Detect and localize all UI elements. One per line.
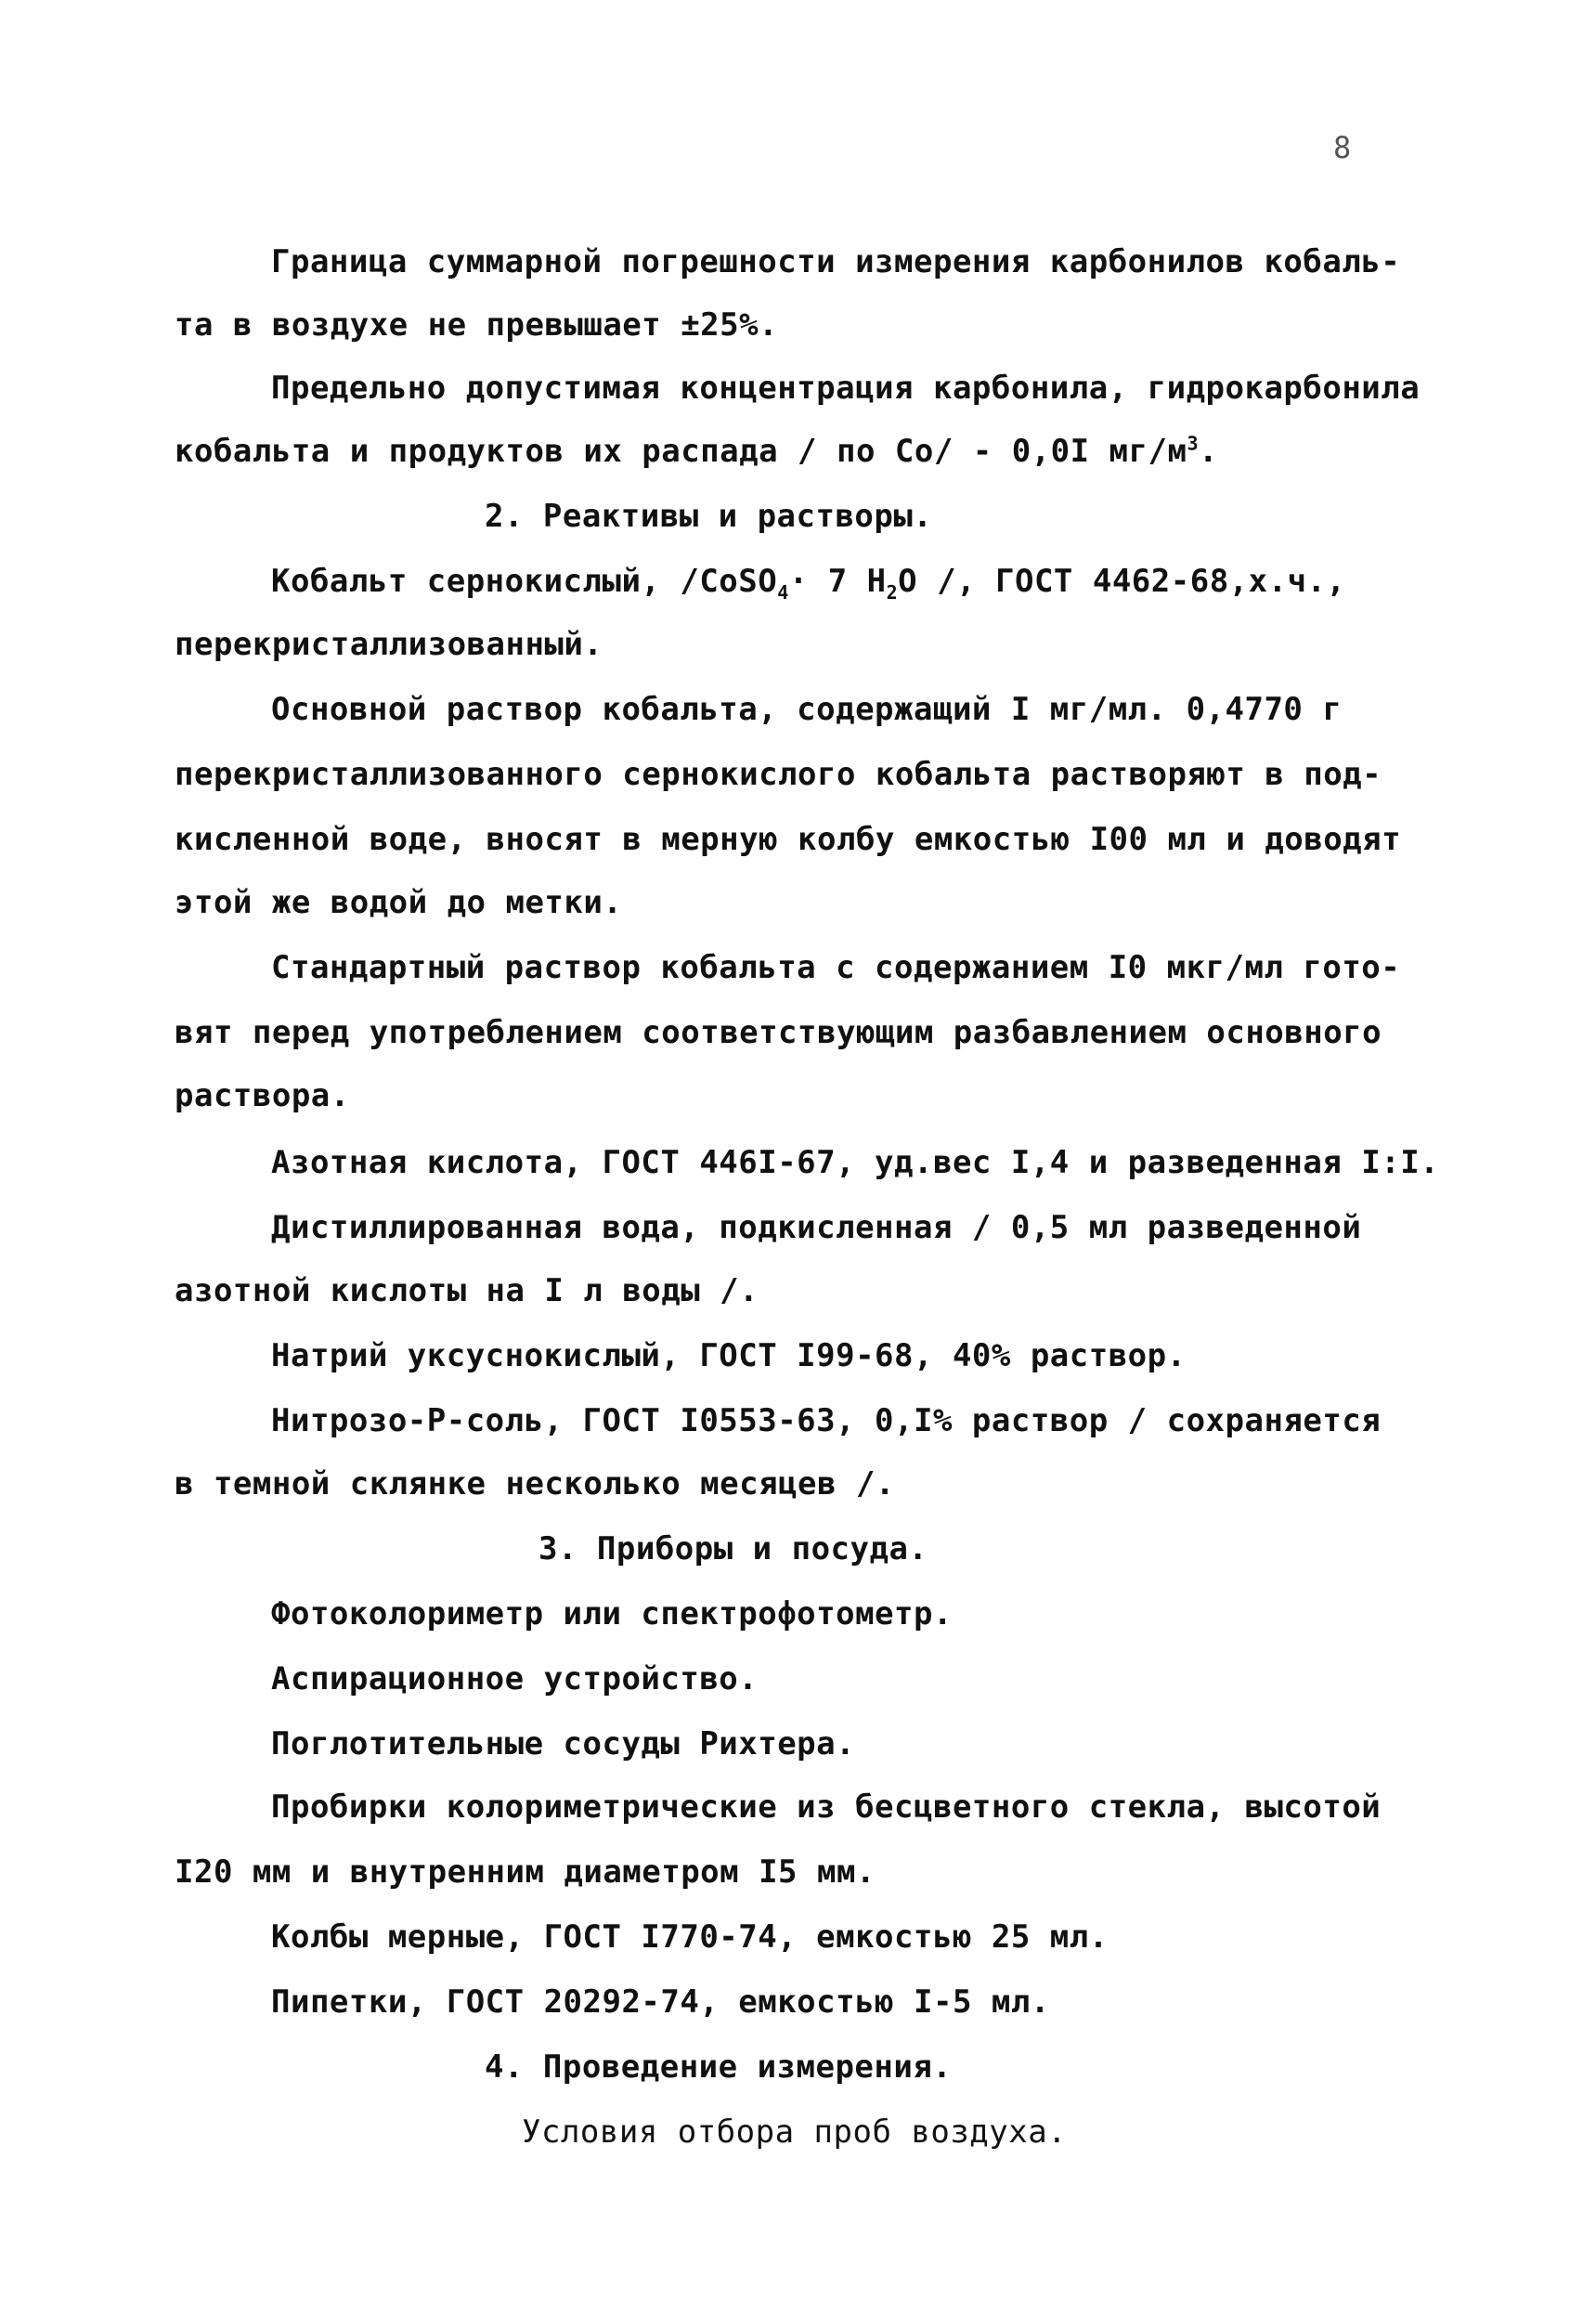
text-line: перекристаллизованного сернокислого кобальта растворяют в под- xyxy=(175,756,1382,793)
text-line: Поглотительные сосуды Рихтера. xyxy=(271,1725,856,1762)
text-line: кобальта и продуктов их распада / по Co/ - 0,0I $мг/м^3$. xyxy=(175,432,1218,470)
text-line: Граница суммарной погрешности измерения карбонилов кобаль- xyxy=(271,243,1401,280)
text-line: Кобальт сернокислый, /CoSO$_4$· 7 $H_2O$ /, ГОСТ 4462-68,х.ч., xyxy=(271,563,1346,604)
text-line: Стандартный раствор кобальта с содержанием I0 мкг/мл гото- xyxy=(271,949,1401,986)
text-line: I20 мм и внутренним диаметром I5 мм. xyxy=(175,1853,876,1891)
text-line: Натрий уксуснокислый, ГОСТ I99-68, 40% раствор. xyxy=(271,1337,1187,1374)
text-line: Нитрозо-Р-соль, ГОСТ I0553-63, 0,I% раствор / сохраняется xyxy=(271,1402,1382,1439)
text-line: азотной кислоты на I л воды /. xyxy=(175,1272,759,1309)
text-line: в темной склянке несколько месяцев /. xyxy=(175,1465,895,1502)
text-line: та в воздухе не превышает ±25%. xyxy=(175,306,779,344)
text-line: Основной раствор кобальта, содержащий I мг/мл. 0,4770 г xyxy=(271,691,1343,728)
text-line: этой же водой до метки. xyxy=(175,884,623,921)
text-line: Фотоколориметр или спектрофотометр. xyxy=(271,1595,953,1632)
text-line: вят перед употреблением соответствующим разбавлением основного xyxy=(175,1014,1382,1051)
text-line: Пробирки колориметрические из бесцветного стекла, высотой xyxy=(271,1788,1382,1826)
section-heading-reagents: 2. Реактивы и растворы. xyxy=(485,498,933,535)
text-line: Аспирационное устройство. xyxy=(271,1660,759,1697)
text-line: раствора. xyxy=(175,1077,350,1114)
section-heading-measurement: 4. Проведение измерения. xyxy=(485,2048,953,2086)
text-line: Колбы мерные, ГОСТ I770-74, емкостью 25 мл. xyxy=(271,1918,1109,1956)
section-heading-instruments: 3. Приборы и посуда. xyxy=(538,1530,928,1567)
page-number: 8 xyxy=(1333,130,1352,165)
text-line: Предельно допустимая концентрация карбонила, гидрокарбонила xyxy=(271,370,1421,407)
text-line: Условия отбора проб воздуха. xyxy=(522,2113,1068,2151)
text-line: Дистиллированная вода, подкисленная / 0,5 мл разведенной xyxy=(271,1209,1362,1246)
text-line: Пипетки, ГОСТ 20292-74, емкостью I-5 мл. xyxy=(271,1983,1050,2021)
text-line: Азотная кислота, ГОСТ 446I-67, уд.вес I,4 и разведенная I:I. xyxy=(271,1144,1440,1181)
text-line: перекристаллизованный. xyxy=(175,626,603,663)
text-line: кисленной воде, вносят в мерную колбу емкостью I00 мл и доводят xyxy=(175,821,1402,858)
